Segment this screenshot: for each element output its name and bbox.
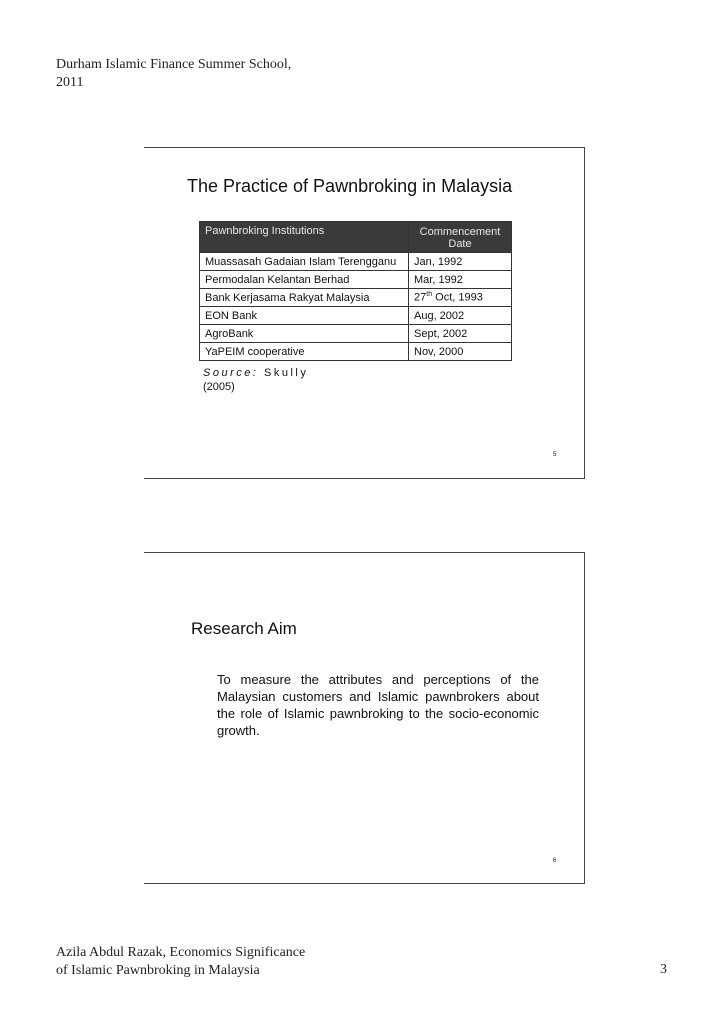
slide-pawnbroking-practice (144, 147, 585, 479)
table-row (200, 325, 512, 343)
table-row (200, 289, 512, 307)
institution-cell: YaPEIM cooperative (200, 343, 409, 361)
source-label: Source: (203, 367, 259, 379)
date-cell: Mar, 1992 (409, 271, 512, 289)
date-ordinal-suffix: th (426, 291, 433, 299)
institution-cell: AgroBank (200, 325, 409, 343)
footer-line-2: of Islamic Pawnbroking in Malaysia (56, 963, 260, 978)
research-aim-text: To measure the attributes and perceptions of the Malaysian customers and Islamic pawnbrokers about the role of Islamic pawnbroking to the socio-economic growth. (217, 672, 539, 738)
table-row (200, 271, 512, 289)
footer-line-1: Azila Abdul Razak, Economics Significance (56, 945, 306, 960)
column-header-line-1: Commencement (419, 225, 501, 238)
slide-title: The Practice of Pawnbroking in Malaysia (187, 176, 513, 196)
date-cell: Jan, 1992 (409, 253, 512, 271)
document-footer (56, 944, 305, 980)
date-cell: Nov, 2000 (409, 343, 512, 361)
slide-title: Research Aim (191, 619, 297, 638)
table-row (200, 253, 512, 271)
institution-cell: Bank Kerjasama Rakyat Malaysia (200, 289, 409, 307)
column-header-institutions: Pawnbroking Institutions (200, 222, 409, 253)
slide-number: 6 (553, 858, 557, 864)
institution-cell: Muassasah Gadaian Islam Terengganu (200, 253, 409, 271)
column-header-commencement-date (409, 222, 512, 253)
source-year: (2005) (203, 381, 235, 393)
document-header (56, 56, 291, 92)
date-month-year: Oct, 1993 (432, 291, 483, 304)
date-cell: Sept, 2002 (409, 325, 512, 343)
header-line-1: Durham Islamic Finance Summer School, (56, 57, 292, 72)
slide-research-aim (144, 552, 585, 884)
source-author: Skully (263, 367, 309, 379)
page-number: 3 (660, 962, 667, 977)
table-row (200, 307, 512, 325)
date-day: 27 (414, 291, 427, 304)
institution-cell: EON Bank (200, 307, 409, 325)
institutions-table (199, 221, 512, 361)
slide-number: 5 (553, 452, 557, 458)
table-row (200, 343, 512, 361)
column-header-line-2: Date (448, 237, 472, 250)
date-cell (409, 289, 512, 307)
source-citation (203, 367, 308, 379)
header-line-2: 2011 (56, 75, 84, 90)
table-header-row (200, 222, 512, 253)
date-cell: Aug, 2002 (409, 307, 512, 325)
institution-cell: Permodalan Kelantan Berhad (200, 271, 409, 289)
